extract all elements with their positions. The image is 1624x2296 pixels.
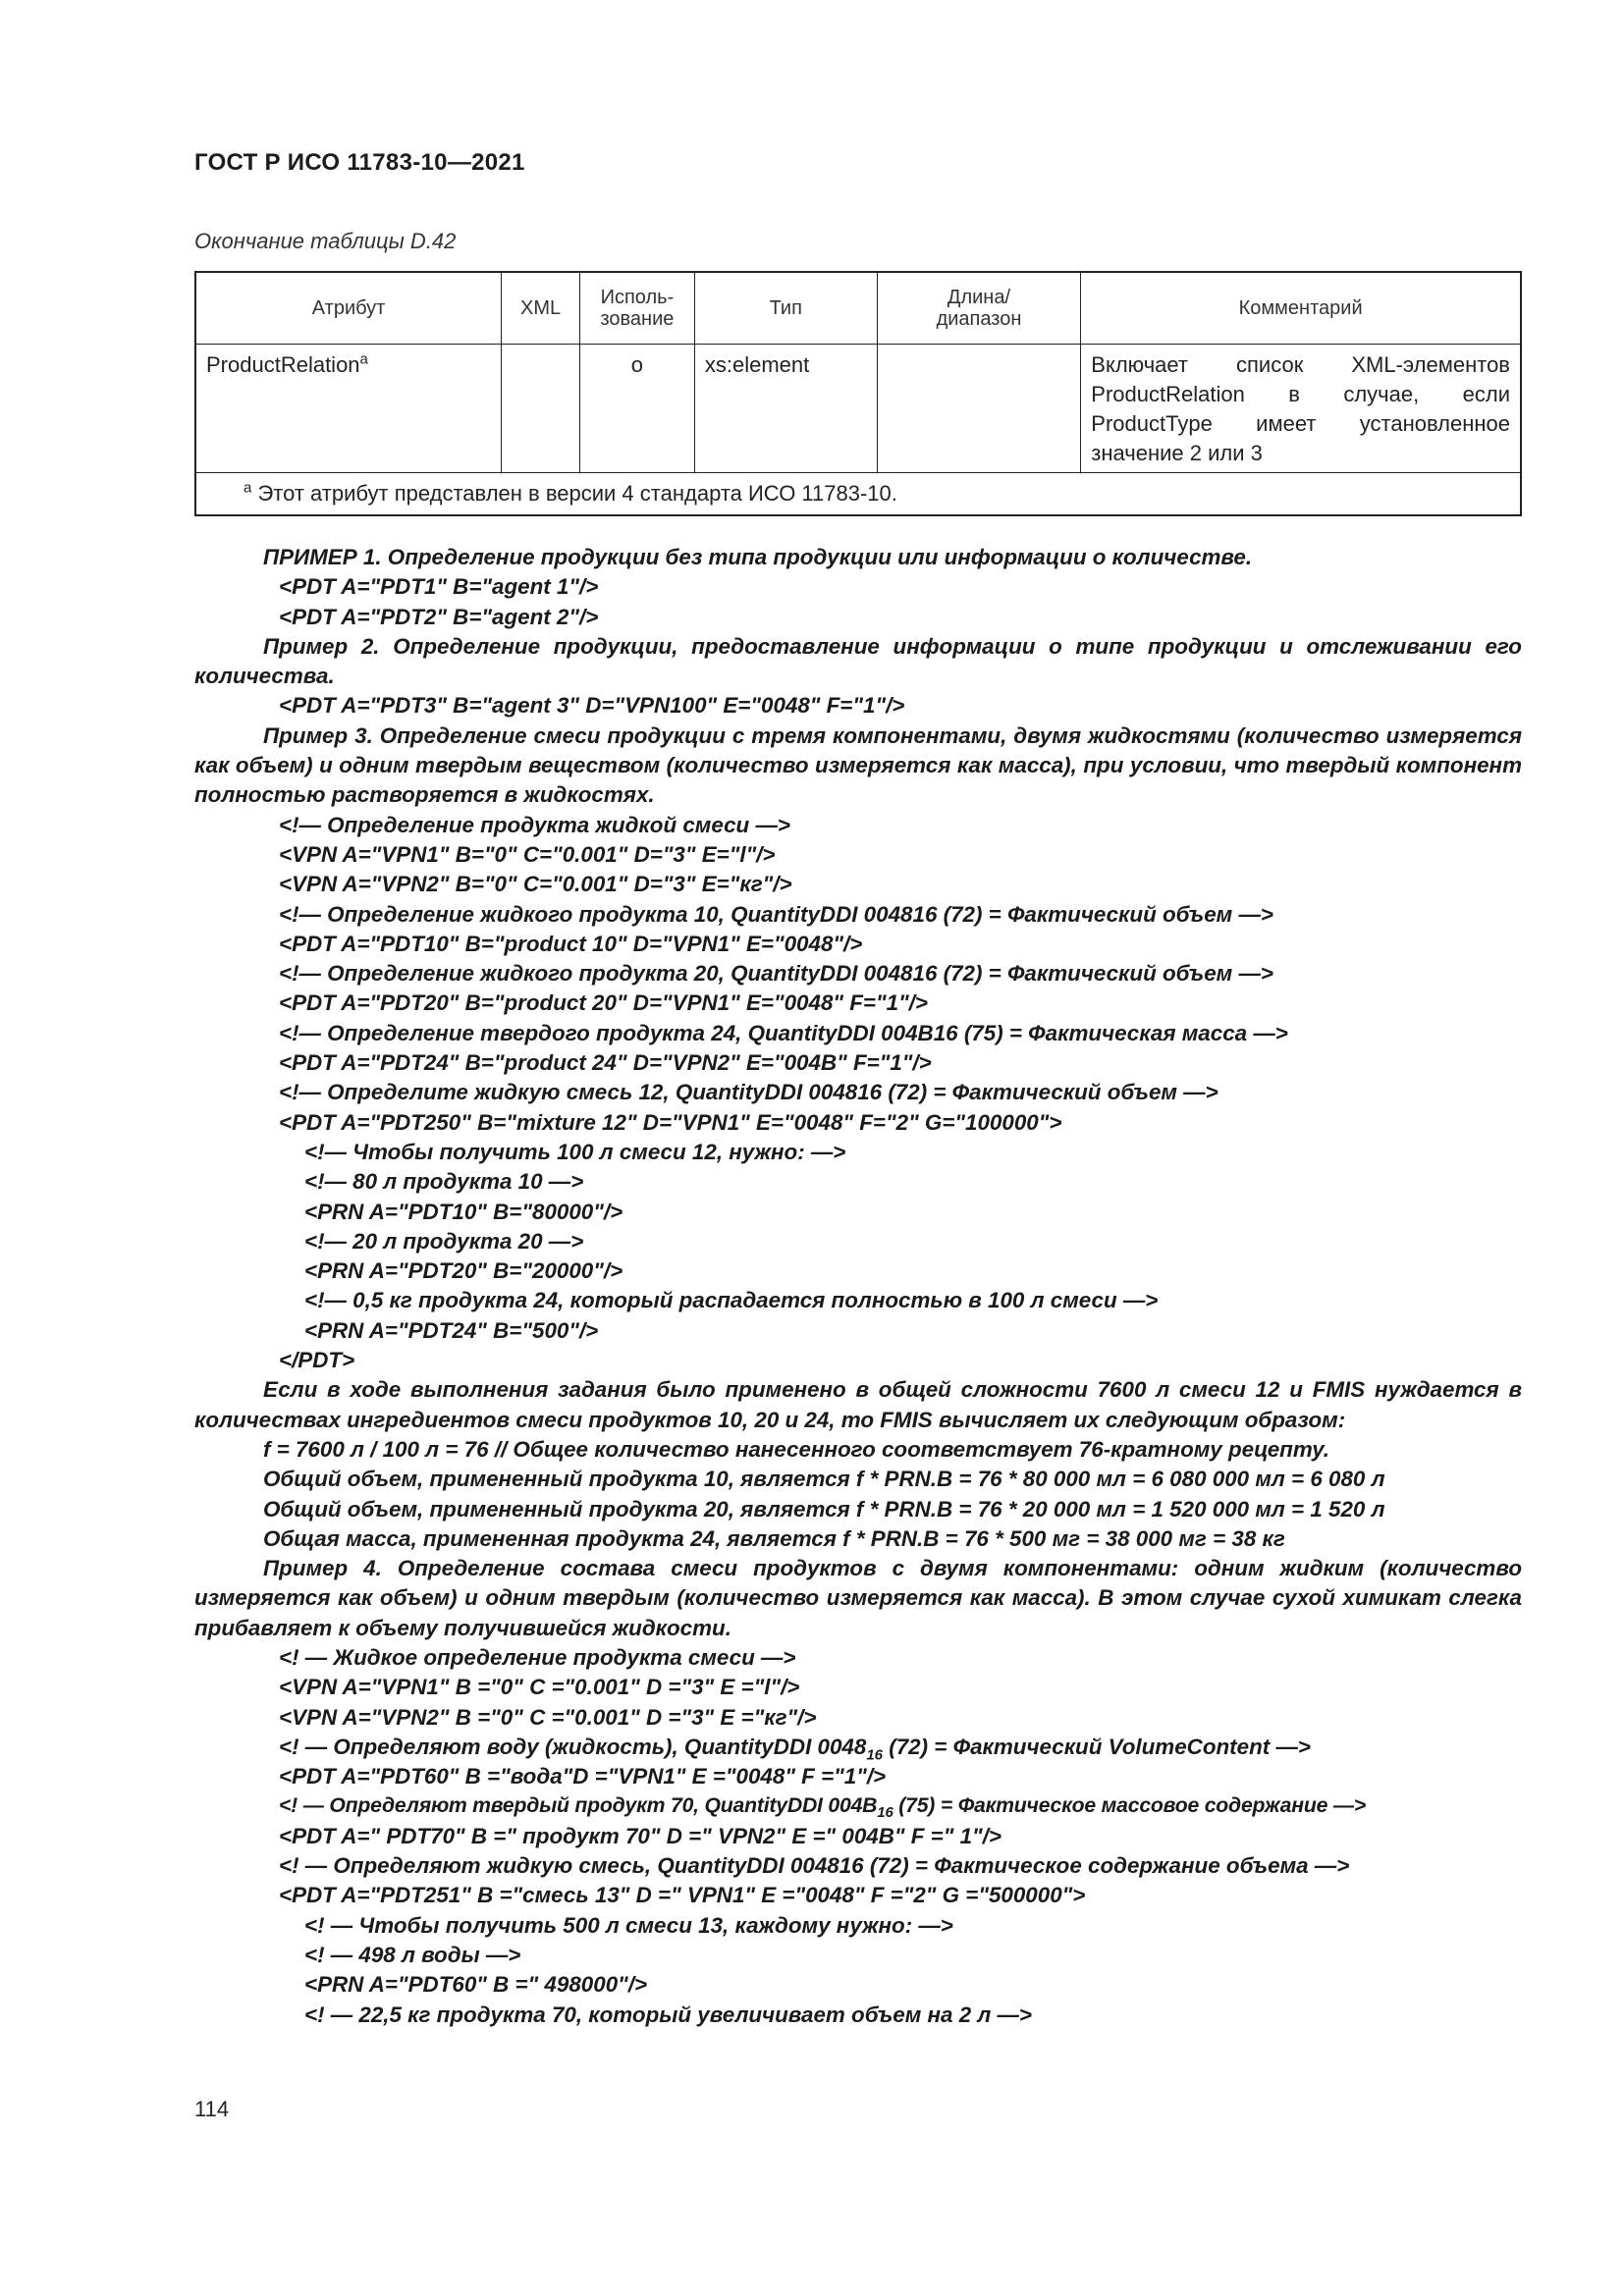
code-line: <VPN A="VPN1" B="0" C="0.001" D="3" E="l"/>	[279, 841, 776, 867]
calculation-paragraph: Если в ходе выполнения задания было применено в общей сложности 7600 л смеси 12 и FMIS нуждается в количествах ингредиентов смеси продуктов 10, 20 и 24, то FMIS вычисляет их следующим образом:	[194, 1377, 1522, 1432]
cell-comment: Включает список XML-элементов ProductRelation в случае, если ProductType имеет установленное значение 2 или 3	[1081, 345, 1521, 473]
document-header-title: ГОСТ Р ИСО 11783-10—2021	[194, 149, 525, 176]
column-header-type: Тип	[694, 272, 877, 345]
code-line: <PDT A=" PDT70" B =" продукт 70" D =" VPN2" E =" 004B" F =" 1"/>	[279, 1823, 1001, 1848]
code-line: <PRN A="PDT10" B="80000"/>	[304, 1199, 623, 1224]
code-line: <!— Определение жидкого продукта 20, QuantityDDI 004816 (72) = Фактический объем —>	[279, 961, 1273, 987]
code-line: <PDT A="PDT10" B="product 10" D="VPN1" E="0048"/>	[279, 931, 863, 956]
code-line: <PDT A="PDT2" B="agent 2"/>	[279, 604, 599, 629]
calculation-line: Общая масса, примененная продукта 24, является f * PRN.B = 76 * 500 мг = 38 000 мг = 38 кг	[263, 1525, 1285, 1551]
page-number: 114	[194, 2097, 230, 2121]
calculation-line: Общий объем, примененный продукта 20, является f * PRN.B = 76 * 20 000 мл = 1 520 000 мл = 1 520 л	[263, 1496, 1385, 1522]
code-line: <!— Определение твердого продукта 24, QuantityDDI 004B16 (75) = Фактическая масса —>	[279, 1020, 1288, 1045]
code-line: <PRN A="PDT60" B =" 498000"/>	[304, 1972, 648, 1998]
cell-attribute: ProductRelation$^a$	[195, 345, 502, 473]
column-header-usage: Исполь- зование	[579, 272, 694, 345]
code-line: <! — Определяют твердый продукт 70, QuantityDDI $004B_{16}$ (75) = Фактическое массовое содержание —>	[279, 1794, 1367, 1822]
table-header-row	[195, 272, 1521, 345]
code-line: <! — Чтобы получить 500 л смеси 13, каждому нужно: —>	[304, 1912, 953, 1938]
cell-xml	[502, 345, 580, 473]
column-header-attribute: Атрибут	[195, 272, 502, 345]
calculation-line: f = 7600 л / 100 л = 76 // Общее количество нанесенного соответствует 76-кратному рецепту.	[263, 1436, 1330, 1462]
code-line: <! — Определяют жидкую смесь, QuantityDDI 004816 (72) = Фактическое содержание объема —>	[279, 1853, 1350, 1879]
code-line: <!— 80 л продукта 10 —>	[304, 1169, 584, 1195]
cell-type: xs:element	[694, 345, 877, 473]
code-line: <!— Чтобы получить 100 л смеси 12, нужно: —>	[304, 1139, 846, 1164]
code-line: <PDT A="PDT251" B ="смесь 13" D =" VPN1" E ="0048" F ="2" G ="500000">	[279, 1883, 1086, 1908]
table-footnote: $^a$ Этот атрибут представлен в версии 4 стандарта ИСО 11783-10.	[195, 473, 1521, 516]
code-line: <PDT A="PDT3" B="agent 3" D="VPN100" E="0048" F="1"/>	[279, 693, 905, 719]
code-line: <! — 22,5 кг продукта 70, который увеличивает объем на 2 л —>	[304, 2002, 1033, 2027]
example-4-heading: Пример 4. Определение состава смеси продуктов с двумя компонентами: одним жидким (количество измеряется как объем) и одним твердым (количество измеряется как масса). В этом случае сухой химикат слегка прибавляет к объему получившейся жидкости.	[194, 1556, 1522, 1640]
code-line: <PDT A="PDT60" B ="вода"D ="VPN1" E ="0048" F ="1"/>	[279, 1764, 887, 1789]
code-line: <PDT A="PDT24" B="product 24" D="VPN2" E="004B" F="1"/>	[279, 1050, 932, 1076]
code-line: <!— Определение жидкого продукта 10, QuantityDDI 004816 (72) = Фактический объем —>	[279, 901, 1273, 927]
attributes-table	[194, 271, 1522, 516]
column-header-length: Длина/ диапазон	[877, 272, 1081, 345]
code-line: <VPN A="VPN1" B ="0" C ="0.001" D ="3" E ="l"/>	[279, 1675, 800, 1700]
code-line: <PRN A="PDT20" B="20000"/>	[304, 1258, 623, 1284]
code-line: <PDT A="PDT20" B="product 20" D="VPN1" E="0048" F="1"/>	[279, 990, 928, 1016]
code-line: <VPN A="VPN2" B="0" C="0.001" D="3" E="кг"/>	[279, 872, 792, 897]
table-footnote-row	[195, 473, 1521, 516]
column-header-xml: XML	[502, 272, 580, 345]
code-line: <PDT A="PDT1" B="agent 1"/>	[279, 574, 599, 600]
code-line: <!— Определение продукта жидкой смеси —>	[279, 812, 790, 837]
code-line: <! — 498 л воды —>	[304, 1942, 521, 1967]
code-line: <!— 0,5 кг продукта 24, который распадается полностью в 100 л смеси —>	[304, 1288, 1159, 1313]
cell-length	[877, 345, 1081, 473]
example-3-heading: Пример 3. Определение смеси продукции с тремя компонентами, двумя жидкостями (количество измеряется как объем) и одним твердым веществом (количество измеряется как масса), при условии, что твердый компонент полностью растворяется в жидкостях.	[194, 722, 1522, 808]
table-row	[195, 345, 1521, 473]
cell-usage: o	[579, 345, 694, 473]
code-line: </PDT>	[279, 1348, 355, 1373]
footnote-mark: a	[244, 479, 252, 497]
code-line: <!— 20 л продукта 20 —>	[304, 1228, 584, 1254]
code-line: <PRN A="PDT24" B="500"/>	[304, 1317, 599, 1343]
table-caption: Окончание таблицы D.42	[194, 229, 457, 253]
code-line: <VPN A="VPN2" B ="0" C ="0.001" D ="3" E ="кг"/>	[279, 1704, 817, 1730]
example-2-heading: Пример 2. Определение продукции, предоставление информации о типе продукции и отслеживании его количества.	[194, 633, 1522, 689]
code-line: <!— Определите жидкую смесь 12, QuantityDDI 004816 (72) = Фактический объем —>	[279, 1080, 1218, 1105]
code-line: <! — Жидкое определение продукта смеси —>	[279, 1644, 796, 1670]
code-line: <! — Определяют воду (жидкость), QuantityDDI $0048_{16}$ (72) = Фактический VolumeContent —>	[279, 1734, 1311, 1764]
column-header-comment: Комментарий	[1081, 272, 1521, 345]
code-line: <PDT A="PDT250" B="mixture 12" D="VPN1" E="0048" F="2" G="100000">	[279, 1109, 1062, 1135]
footnote-marker: a	[359, 350, 368, 368]
example-1-heading: ПРИМЕР 1. Определение продукции без типа продукции или информации о количестве.	[263, 545, 1253, 569]
calculation-line: Общий объем, примененный продукта 10, является f * PRN.B = 76 * 80 000 мл = 6 080 000 мл = 6 080 л	[263, 1467, 1385, 1492]
example-text-block	[194, 543, 1522, 2030]
